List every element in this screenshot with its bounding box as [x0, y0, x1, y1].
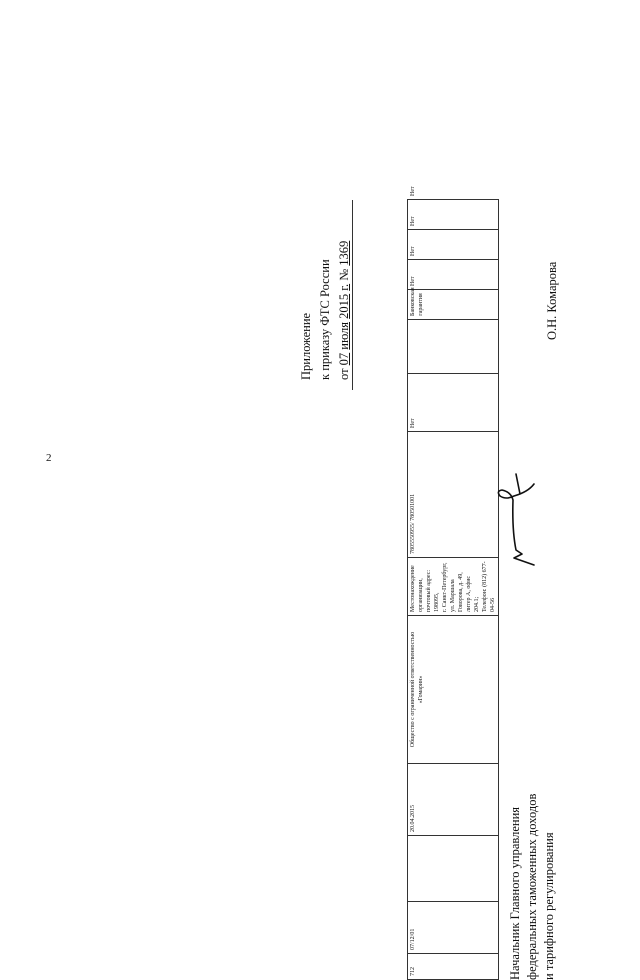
- address-line: почтовый адрес: 198095,: [426, 569, 440, 612]
- cell-number: 712: [408, 954, 499, 980]
- cell-code: 07/12/01: [408, 902, 499, 954]
- appendix-header: [297, 200, 354, 380]
- position-line: федеральных таможенных доходов: [525, 793, 539, 980]
- cell-empty: [408, 836, 499, 902]
- signer-position: [507, 794, 558, 980]
- registry-table: [407, 186, 499, 980]
- handwritten-signature: [492, 460, 542, 570]
- appendix-order: к приказу ФТС России: [318, 259, 332, 380]
- date-year: 2015: [337, 293, 351, 319]
- position-line: и тарифного регулирования: [542, 832, 556, 980]
- cell-flag1: Нет: [408, 260, 499, 290]
- order-number: 1369: [337, 240, 351, 266]
- address-line: Говорова, д. 49, литер А, офис 204.1;: [458, 572, 480, 612]
- date-year-suffix: г.: [337, 283, 351, 291]
- cell-address: [408, 558, 499, 616]
- appendix-title: Приложение: [299, 312, 313, 380]
- page-number: 2: [46, 452, 52, 464]
- address-phone: Телефон: (812) 677-04-56: [482, 561, 496, 612]
- table-row: 712 07/12/01 20.04.2015 Общество с ограниченной ответственностью «Гомарин» Местонахождение организации, почтовый адрес: 198095, г. Санкт-Петербург, ул. Маршала Говорова, д. 49, литер А, офис 204.1; Телефон: (812) 677-04-56 7805550955/ 780501001 Нет Банковская гарантия Нет Нет Нет Нет: [408, 200, 499, 980]
- rotated-sheet: [297, 186, 597, 980]
- cell-col6: Нет: [408, 374, 499, 432]
- cell-security: Банковская гарантия: [408, 290, 499, 320]
- number-label: №: [337, 268, 351, 281]
- position-line: Начальник Главного управления: [508, 806, 522, 980]
- cell-date: 20.04.2015: [408, 764, 499, 836]
- signer-name: О.Н. Комарова: [545, 261, 559, 340]
- cell-col7: [408, 320, 499, 374]
- cell-flag3: Нет: [408, 200, 499, 230]
- cell-flag2: Нет: [408, 230, 499, 260]
- date-month: июля: [337, 321, 351, 350]
- header-underline: [352, 200, 353, 390]
- date-prefix: от: [337, 368, 351, 380]
- cell-inn-kpp: 7805550955/ 780501001: [408, 432, 499, 558]
- address-line: г. Санкт-Петербург, ул. Маршала: [442, 562, 456, 612]
- date-day: 07: [337, 352, 351, 366]
- address-line: Местонахождение организации,: [410, 565, 424, 612]
- cell-organization: Общество с ограниченной ответственностью «Гомарин»: [408, 616, 499, 764]
